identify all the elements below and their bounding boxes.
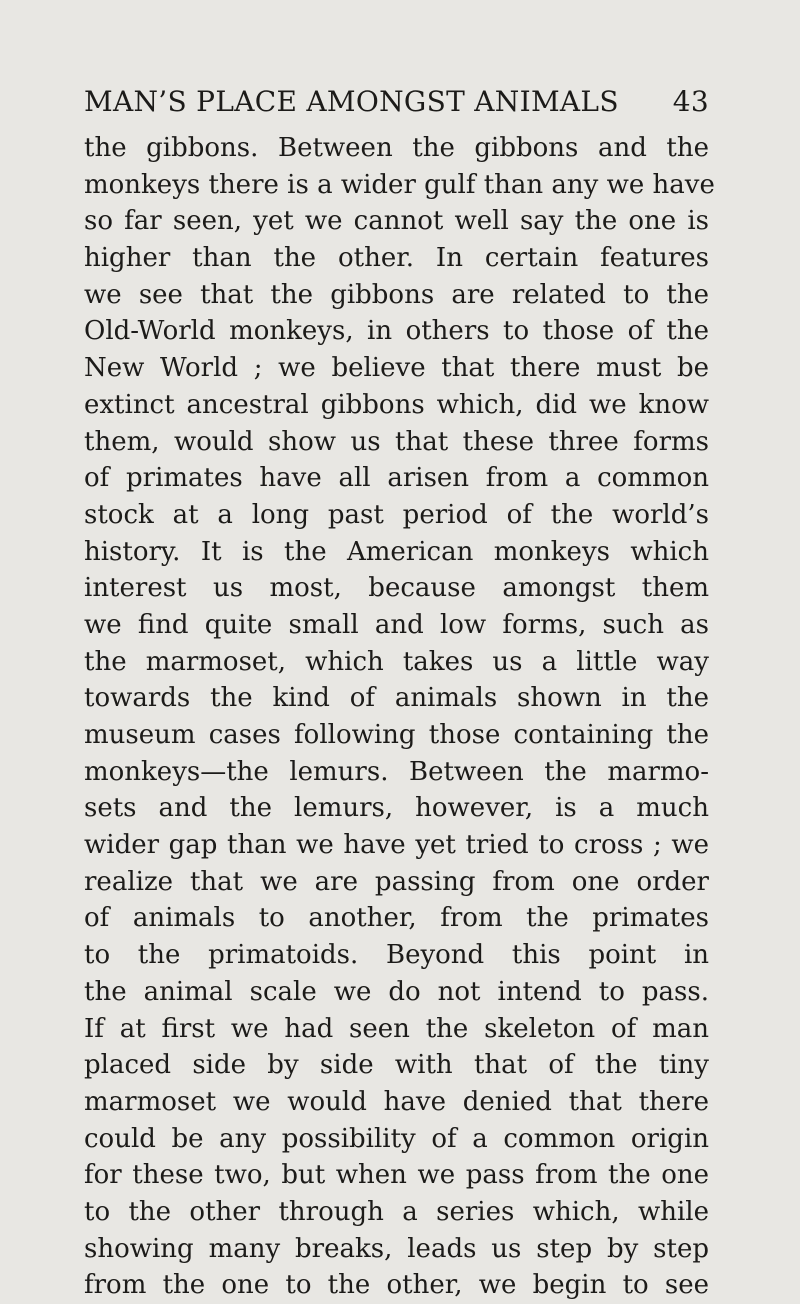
text-line: to the primatoids. Beyond this point in: [84, 940, 709, 971]
page-number: 43: [672, 85, 709, 118]
body-paragraph: [84, 130, 715, 1304]
text-line: extinct ancestral gibbons which, did we know: [84, 389, 709, 420]
text-line: the gibbons. Between the gibbons and the: [84, 133, 709, 163]
text-line: for these two, but when we pass from the one: [84, 1160, 709, 1191]
text-line: history. It is the American monkeys which: [84, 536, 709, 567]
text-line: we find quite small and low forms, such as: [84, 609, 709, 640]
text-line: marmoset we would have denied that there: [84, 1086, 709, 1117]
text-line: monkeys there is a wider gulf than any we have: [84, 169, 715, 200]
text-line: from the one to the other, we begin to see: [84, 1270, 709, 1301]
text-line: could be any possibility of a common origin: [84, 1123, 709, 1154]
text-line: the marmoset, which takes us a little way: [84, 646, 709, 677]
text-line: interest us most, because amongst them: [84, 573, 709, 604]
text-line: New World ; we believe that there must be: [84, 353, 709, 384]
text-line: wider gap than we have yet tried to cross ; we: [84, 830, 709, 861]
text-line: stock at a long past period of the world’s: [84, 499, 709, 530]
running-head-title: MAN’S PLACE AMONGST ANIMALS: [84, 85, 619, 118]
text-line: them, would show us that these three forms: [84, 426, 709, 457]
text-line: If at first we had seen the skeleton of man: [84, 1013, 709, 1044]
text-line: we see that the gibbons are related to the: [84, 279, 709, 310]
text-line: museum cases following those containing the: [84, 720, 709, 750]
text-line: higher than the other. In certain features: [84, 243, 709, 274]
text-line: of animals to another, from the primates: [84, 903, 709, 934]
text-line: realize that we are passing from one order: [84, 866, 709, 897]
text-line: Old-World monkeys, in others to those of the: [84, 316, 709, 347]
text-line: sets and the lemurs, however, is a much: [84, 793, 709, 824]
text-line: placed side by side with that of the tiny: [84, 1050, 709, 1081]
text-line: towards the kind of animals shown in the: [84, 683, 709, 714]
running-head: [84, 84, 709, 120]
text-line: to the other through a series which, while: [84, 1196, 709, 1227]
text-line: showing many breaks, leads us step by step: [84, 1233, 709, 1264]
text-line: so far seen, yet we cannot well say the one is: [84, 206, 709, 237]
text-line: the animal scale we do not intend to pass.: [84, 976, 709, 1007]
text-line: of primates have all arisen from a common: [84, 463, 709, 494]
text-line: monkeys—the lemurs. Between the marmo-: [84, 756, 709, 787]
